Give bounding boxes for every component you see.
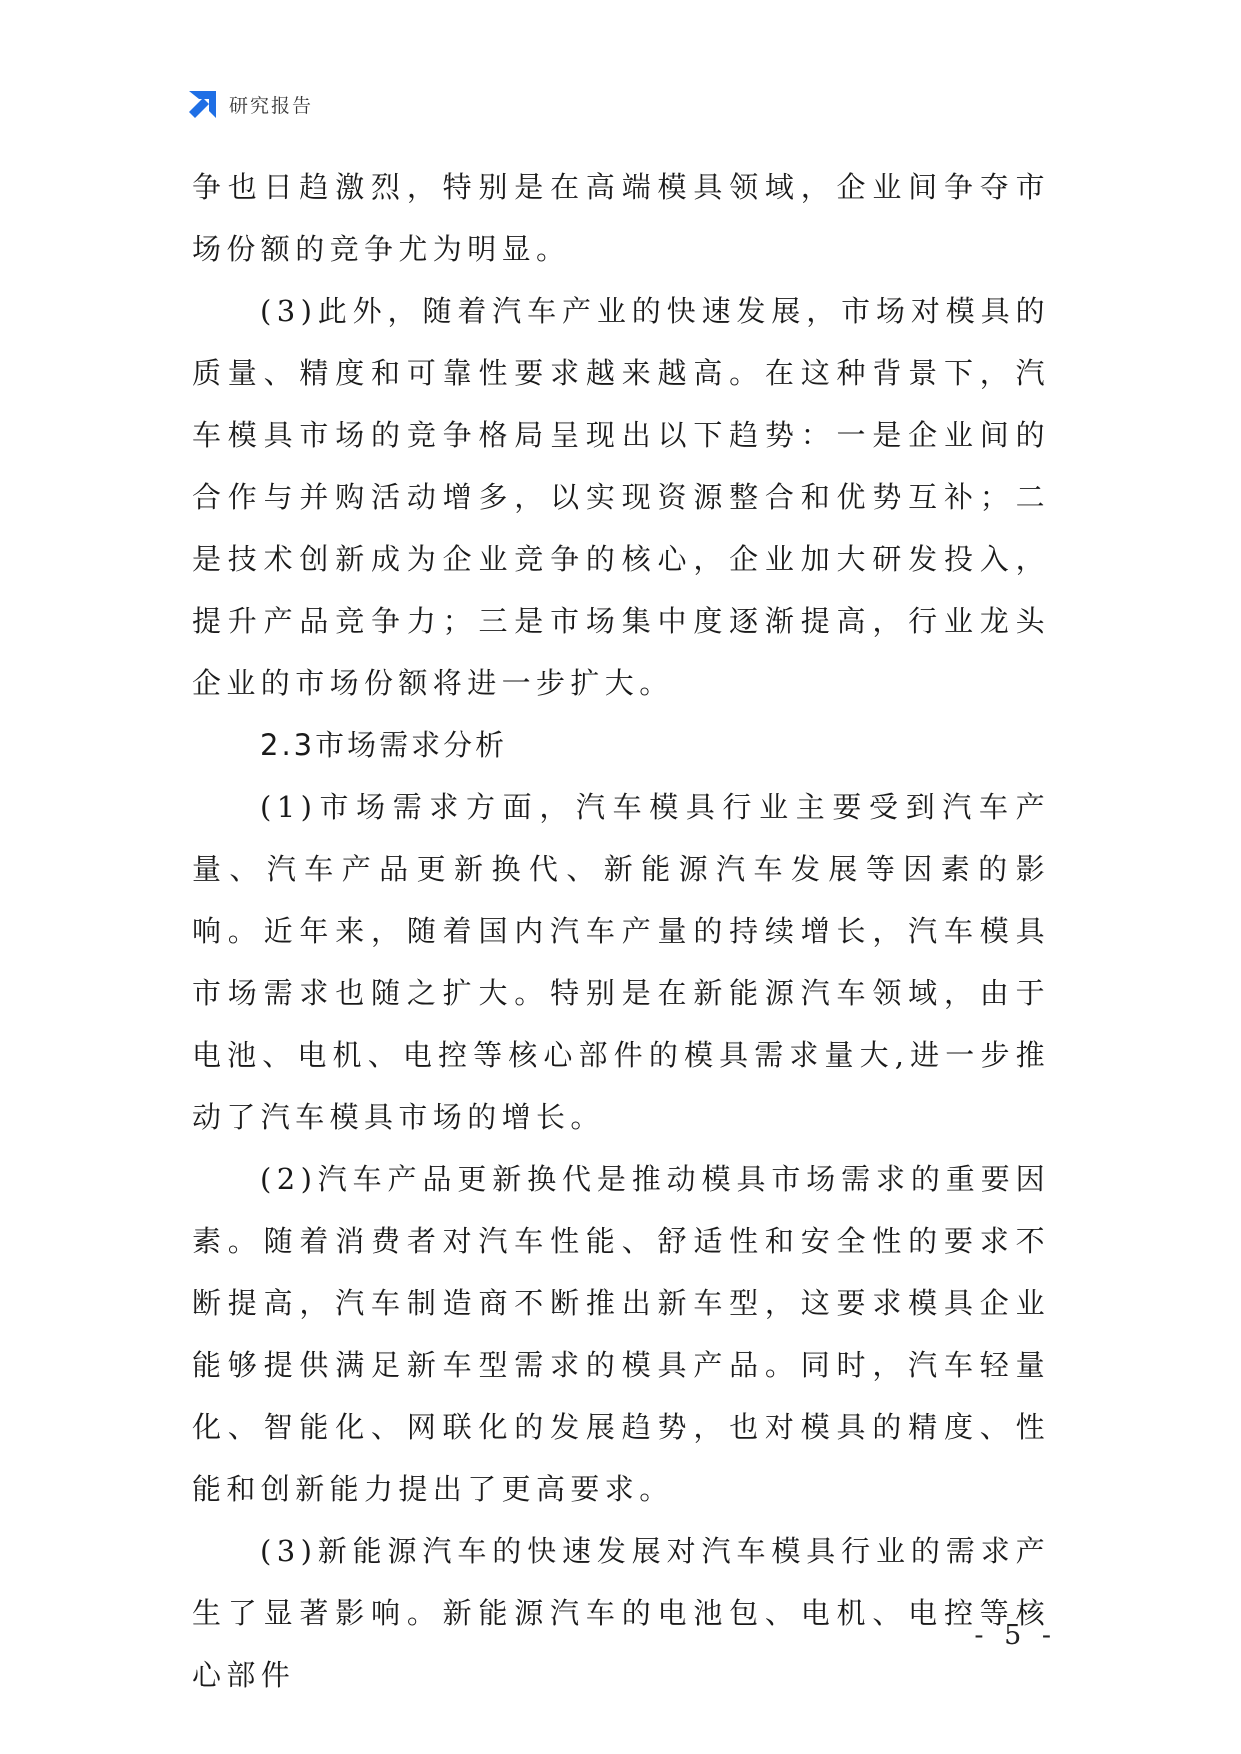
paragraph-new-energy: (3)新能源汽车的快速发展对汽车模具行业的需求产生了显著影响。新能源汽车的电池包、电机、电控等核心部件 [192, 1534, 1050, 1692]
paragraph-product-update: (2)汽车产品更新换代是推动模具市场需求的重要因素。随着消费者对汽车性能、舒适性和安全性的要求不断提高，汽车制造商不断推出新车型，这要求模具企业能够提供满足新车型需求的模具产品。同时，汽车轻量化、智能化、网联化的发展趋势，也对模具的精度、性能和创新能力提出了更高要求。 [192, 1162, 1050, 1506]
document-body [192, 156, 1050, 1706]
paragraph-demand-factors: (1)市场需求方面，汽车模具行业主要受到汽车产量、汽车产品更新换代、新能源汽车发展等因素的影响。近年来，随着国内汽车产量的持续增长，汽车模具市场需求也随之扩大。特别是在新能源汽车领域，由于电池、电机、电控等核心部件的模具需求量大,进一步推动了汽车模具市场的增长。 [192, 790, 1050, 1134]
report-header [186, 84, 313, 124]
paragraph-continued: 争也日趋激烈，特别是在高端模具领域，企业间争夺市场份额的竞争尤为明显。 [192, 170, 1050, 266]
report-logo-icon [186, 88, 219, 121]
page-number: - 5 - [974, 1620, 1057, 1651]
paragraph-competition-trends: (3)此外，随着汽车产业的快速发展，市场对模具的质量、精度和可靠性要求越来越高。在这种背景下，汽车模具市场的竞争格局呈现出以下趋势：一是企业间的合作与并购活动增多，以实现资源整合和优势互补；二是技术创新成为企业竞争的核心，企业加大研发投入，提升产品竞争力；三是市场集中度逐渐提高，行业龙头企业的市场份额将进一步扩大。 [192, 294, 1050, 700]
header-title: 研究报告 [229, 94, 314, 117]
section-heading-market-demand: 2.3市场需求分析 [260, 728, 508, 762]
